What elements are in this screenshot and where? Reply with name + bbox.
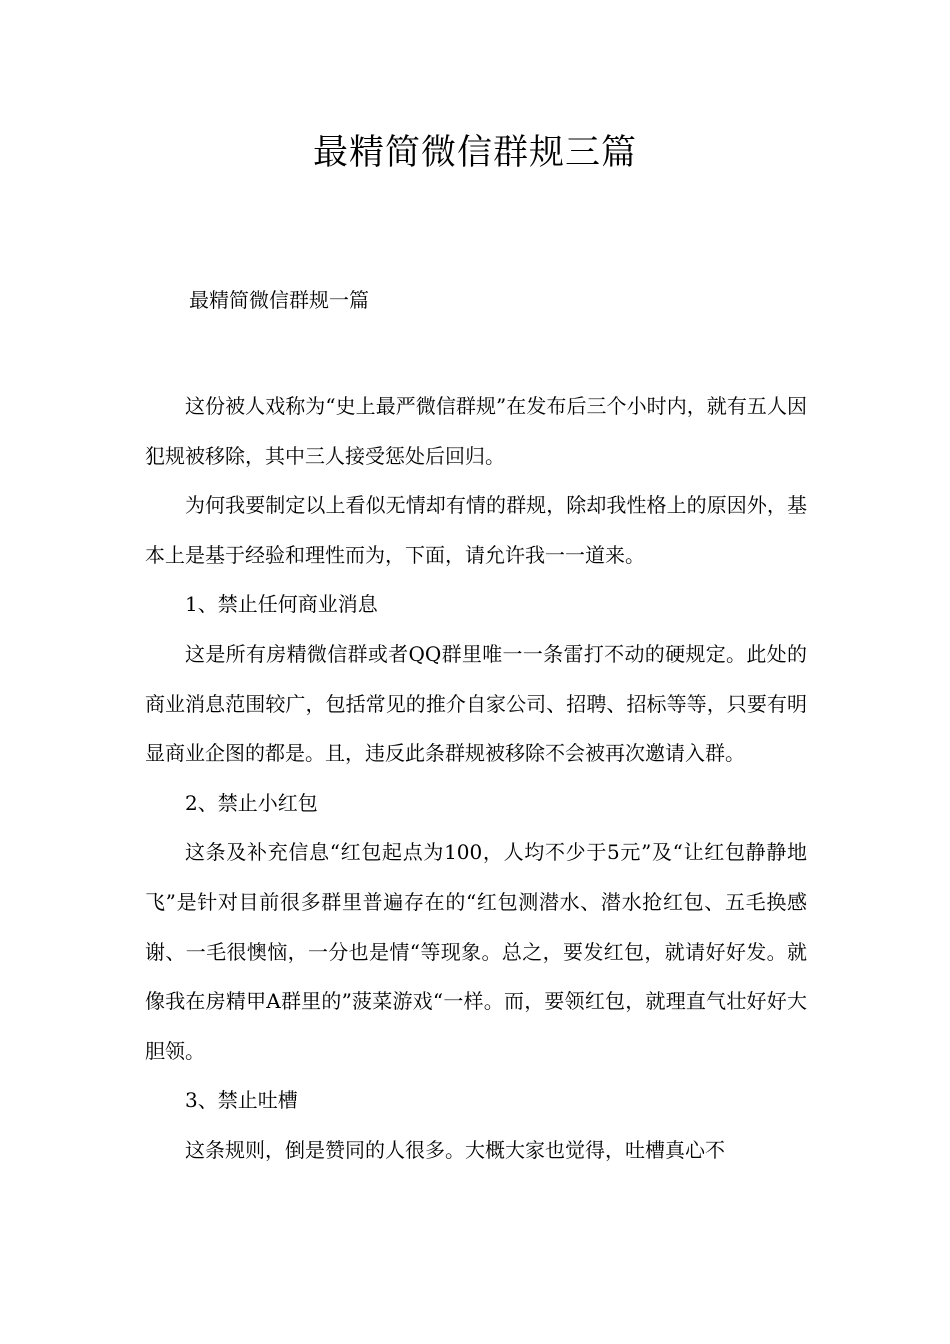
- rule-heading-2: 2、禁止小红包: [185, 790, 318, 815]
- paragraph-intro: 这份被人戏称为“史上最严微信群规”在发布后三个小时内，就有五人因犯规被移除，其中三人接受惩处后回归。: [145, 394, 807, 468]
- document-body: [145, 382, 807, 1176]
- rule-heading-1: 1、禁止任何商业消息: [185, 592, 378, 617]
- document-title: 最精简微信群规三篇: [312, 133, 637, 173]
- paragraph-rule-2: 这条及补充信息“红包起点为100，人均不少于5元”及“让红包静静地飞”是针对目前很多群里普遍存在的“红包测潜水、潜水抢红包、五毛换感谢、一毛很懊恼，一分也是情“等现象。总之，要发红包，就请好好发。就像我在房精甲A群里的”菠菜游戏“一样。而，要领红包，就理直气壮好好大胆领。: [145, 840, 807, 1063]
- rule-heading-3: 3、禁止吐槽: [185, 1088, 298, 1113]
- paragraph-rule-3: 这条规则，倒是赞同的人很多。大概大家也觉得，吐槽真心不: [185, 1137, 725, 1162]
- paragraph-reason: 为何我要制定以上看似无情却有情的群规，除却我性格上的原因外，基本上是基于经验和理性而为，下面，请允许我一一道来。: [145, 493, 807, 567]
- paragraph-rule-1: 这是所有房精微信群或者QQ群里唯一一条雷打不动的硬规定。此处的商业消息范围较广，包括常见的推介自家公司、招聘、招标等等，只要有明显商业企图的都是。且，违反此条群规被移除不会被再次邀请入群。: [145, 641, 807, 766]
- section-subtitle: 最精简微信群规一篇: [189, 288, 369, 312]
